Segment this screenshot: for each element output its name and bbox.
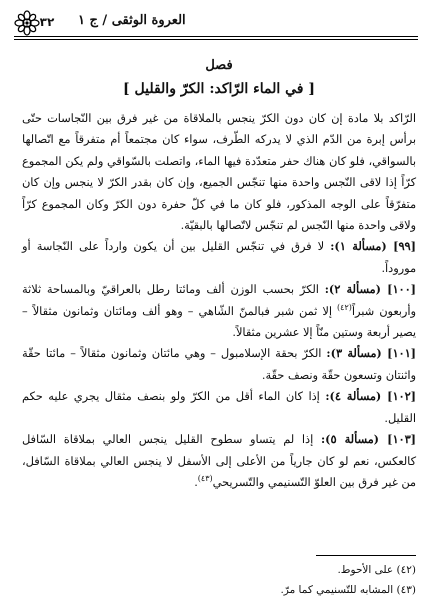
masala-paragraph xyxy=(22,343,416,386)
masala-text: الكرّ بحقة الإسلامبول – وهي مائتان وثمانون مثقالاً – مائتا حقّة واثنتان وتسعون حقّة ونصف حقّة. xyxy=(22,347,416,382)
masala-text-continued: إلا ثمن شبر فبالمنّ الشّاهي – وهو ألف ومائتان وثمانون مثقالاً – يصير أربعة وستين منّاً إلا عشرين مثقالاً. xyxy=(22,304,416,340)
intro-paragraph: الرّاكد بلا مادة إن كان دون الكرّ ينجس بالملاقاة من غير فرق بين النّجاسات حتّى برأس إبرة من الدّم الذي لا يدركه الطّرف، سواء كان مجتمعاً أم متفرقاً مع اتّصالها بالسواقي، فلو كان هناك حفر متعدّدة فيها الماء، واتصلت بالسّواقي ولم يكن المجموع كرّاً إذا لاقى النّجس واحدة منها تنجّس الجميع، وإن كان بقدر الكرّ لا ينجس وإن كان متفرّقاً على الوجه المذكور، فلو كان ما في كلّ حفرة دون الكرّ وكان المجموع كرّاً ولاقى واحدة منها النّجس لم تنجّس لاتّصالها بالبقيّة. xyxy=(22,112,416,233)
header-rule xyxy=(14,36,418,37)
masala-paragraph xyxy=(22,279,416,343)
masala-number: [١٠٠] (مسألة ٢): xyxy=(324,282,416,297)
running-header-title: العروة الوثقى / ج ١ xyxy=(78,13,186,28)
masala-text: إذا كان الماء أقل من الكرّ ولو بنصف مثقال يجري عليه حكم القليل. xyxy=(22,390,416,425)
masala-paragraph xyxy=(22,236,416,279)
footnote-reference: (٤٢) xyxy=(337,302,352,312)
footnote-item: (٤٣) المشابه للتّسنيمي كما مرّ. xyxy=(280,584,416,596)
footnote-separator xyxy=(316,555,416,556)
main-content xyxy=(22,56,416,493)
page-header xyxy=(14,10,418,36)
masala-text: الكرّ بحسب الوزن ألف ومائتا رطل بالعراقيّ وبالمساحة ثلاثة وأربعون شبراً xyxy=(22,283,416,318)
masala-number: [٩٩] (مسألة ١): xyxy=(330,239,416,254)
masala-text: لا فرق في تنجّس القليل بين أن يكون وارداً على النّجاسة أو موروداً. xyxy=(22,240,416,275)
masala-text: إذا لم يتساو سطوح القليل ينجس العالي بملاقاة السّافل كالعكس، نعم لو كان جارياً من الأعلى إلى الأسفل لا ينجس العالي بملاقاة السّافل، من غير فرق بين العلوّ التّسنيمي والتّسريحي xyxy=(22,433,416,489)
header-rule-thin xyxy=(14,39,418,40)
footnote-reference: (٤٣) xyxy=(197,474,213,484)
masala-text-continued: . xyxy=(194,475,198,489)
footnote-item: (٤٢) على الأحوط. xyxy=(337,564,416,576)
masala-paragraph xyxy=(22,429,416,493)
footnotes xyxy=(22,560,416,600)
section-heading: فصل xyxy=(205,58,233,73)
masala-number: [١٠١] (مسألة ٣): xyxy=(326,346,416,361)
masala-number: [١٠٣] (مسألة ٥): xyxy=(320,432,416,447)
flower-ornament-icon xyxy=(14,10,40,36)
page-number: ٣٢ xyxy=(39,15,55,29)
masala-number: [١٠٢] (مسألة ٤): xyxy=(325,389,416,404)
masala-paragraph xyxy=(22,386,416,429)
section-subtitle: [ في الماء الرّاكد: الكرّ والقليل ] xyxy=(123,81,315,97)
